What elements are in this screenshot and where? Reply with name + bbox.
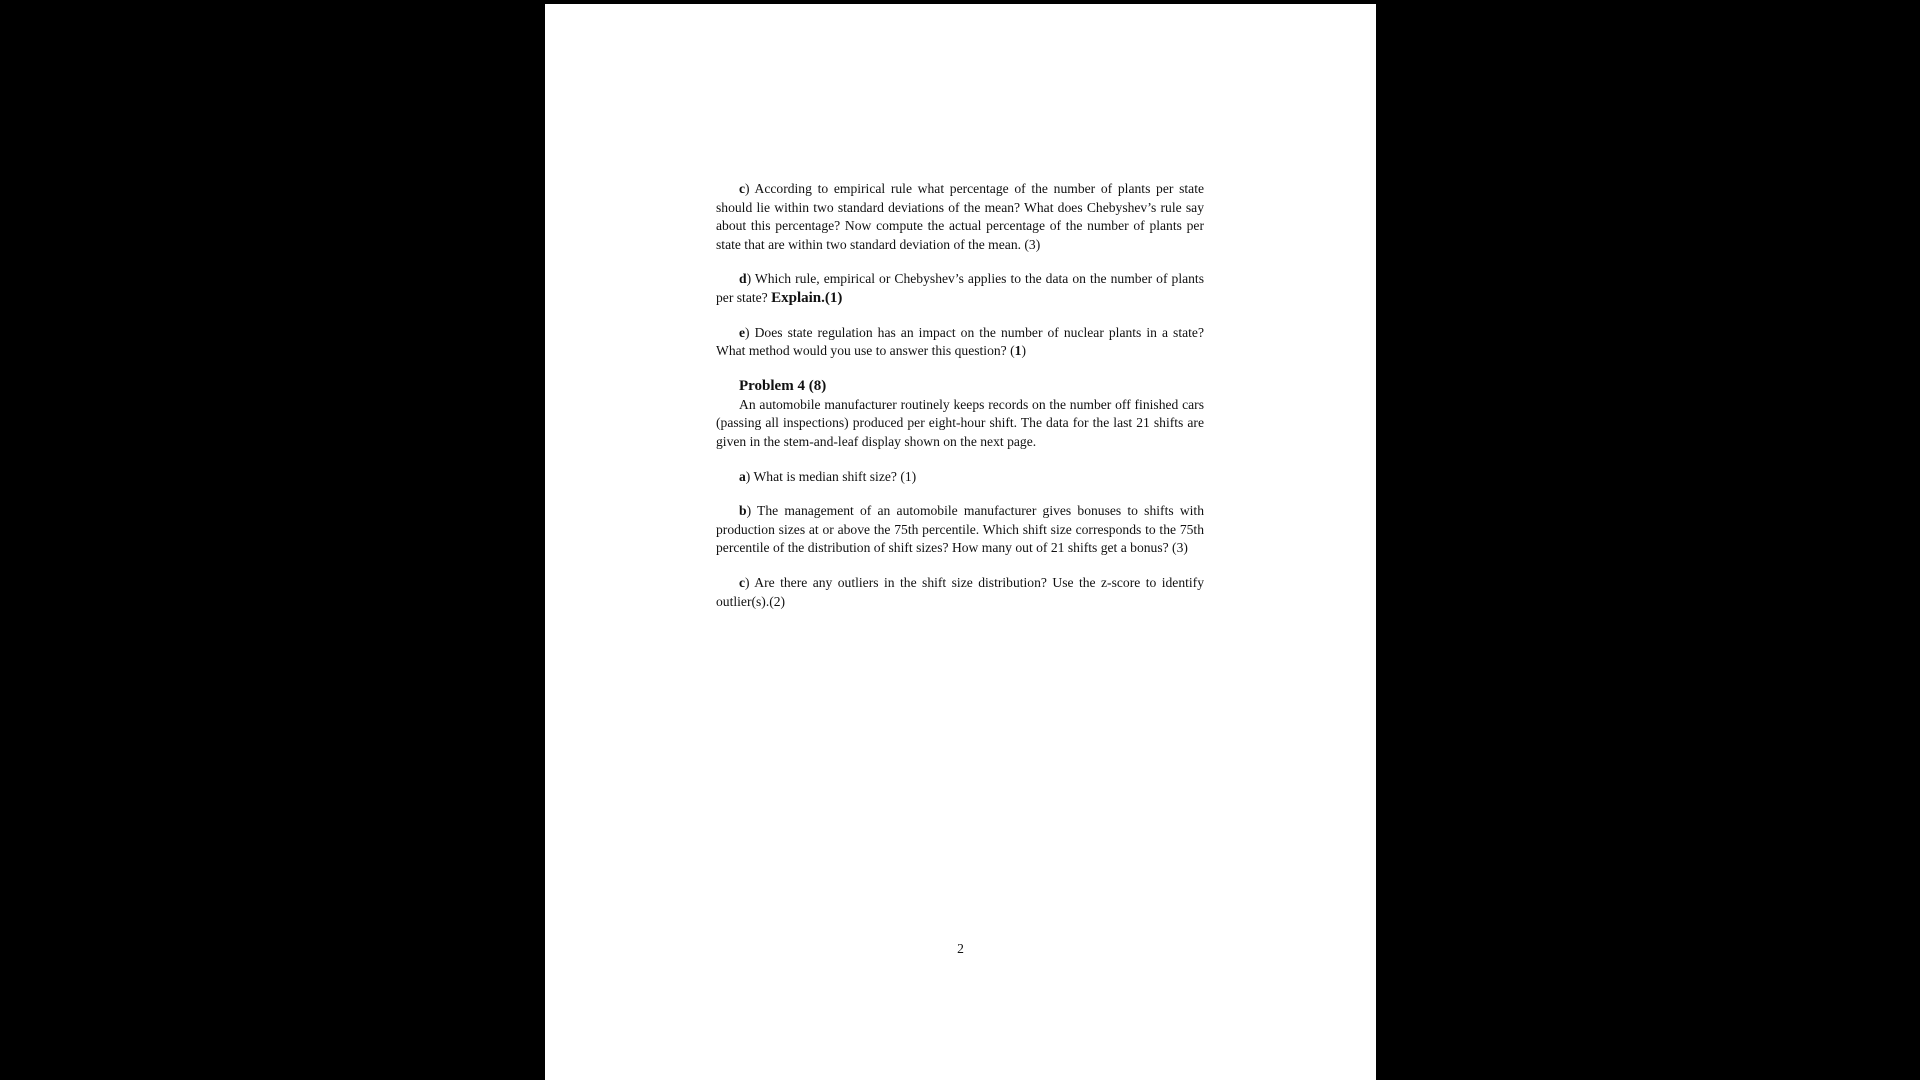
part-text: ) Does state regulation has an impact on the number of nuclear plants in a state? What method would you use to answer this question? ( [716, 324, 1204, 359]
part-text-tail: ) [1021, 343, 1026, 359]
part-text: ) According to empirical rule what percentage of the number of plants per state should lie within two standard deviations of the mean? What does Chebyshev’s rule say about this percentage? Now compute the actual percentage of the number of plants per state that are within two standard deviation of the mean. (3) [716, 181, 1204, 252]
page-number: 2 [957, 941, 964, 956]
part-text: ) Which rule, empirical or Chebyshev’s applies to the data on the number of plants per state? [716, 271, 1204, 305]
problem3-part-e [716, 324, 1204, 361]
part-text: ) What is median shift size? (1) [745, 468, 917, 484]
part-points: 1 [1014, 343, 1022, 359]
problem3-part-d [716, 270, 1204, 307]
problem4-part-a [716, 468, 1204, 487]
document-page [545, 4, 1376, 1080]
problem3-part-c [716, 180, 1204, 254]
part-emphasis: Explain.(1) [771, 289, 843, 306]
problem4-heading: Problem 4 (8) [739, 377, 827, 394]
part-label: d [739, 271, 747, 287]
problem4-intro: An automobile manufacturer routinely keeps records on the number off finished cars (passing all inspections) produced per eight-hour shift. The data for the last 21 shifts are given in the stem-and-leaf display shown on the next page. [716, 396, 1204, 449]
part-label: b [739, 503, 747, 519]
problem4-part-c [716, 574, 1204, 611]
part-label: e [739, 324, 746, 340]
page-content [716, 180, 1204, 627]
part-label: c [739, 574, 746, 590]
part-text: ) Are there any outliers in the shift size distribution? Use the z-score to identify outlier(s).(2) [716, 574, 1204, 609]
problem4-part-b [716, 502, 1204, 558]
part-label: c [739, 181, 746, 196]
part-label: a [739, 468, 746, 484]
part-text: ) The management of an automobile manufacturer gives bonuses to shifts with production sizes at or above the 75th percentile. Which shift size corresponds to the 75th percentile of the distribution of shift sizes? How many out of 21 shifts get a bonus? (3) [716, 503, 1204, 556]
